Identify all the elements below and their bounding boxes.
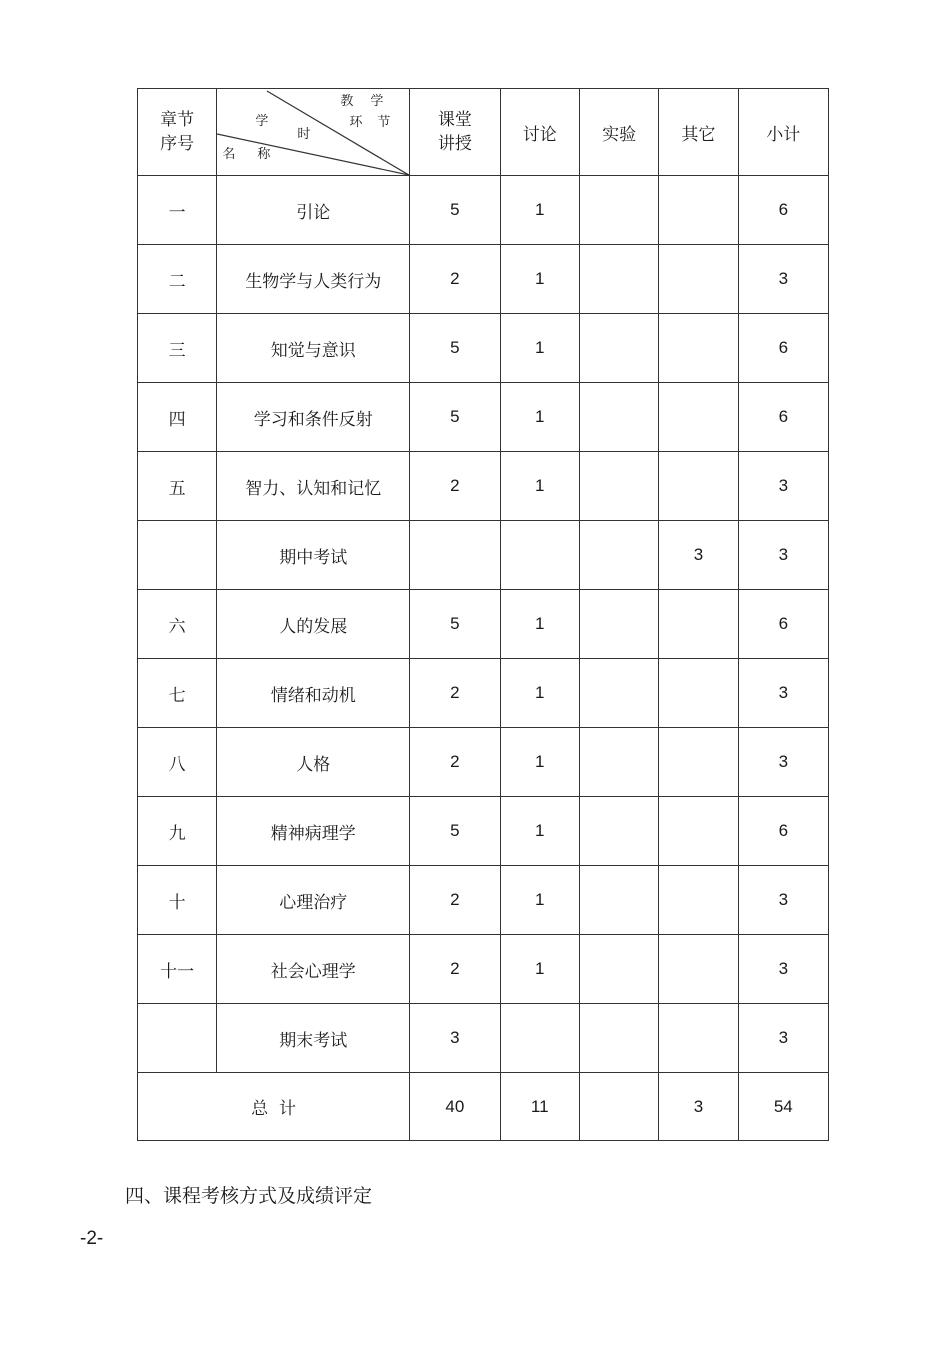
table-row [138,797,829,866]
discussion-hours-cell: 1 [500,866,579,935]
other-hours-cell [659,245,738,314]
other-hours-cell [659,590,738,659]
experiment-hours-cell [579,245,658,314]
chapter-name-cell: 学习和条件反射 [217,383,410,452]
experiment-hours-cell [579,797,658,866]
subtotal-hours-cell: 6 [738,314,828,383]
chapter-name-cell: 期中考试 [217,521,410,590]
experiment-hours-cell [579,1004,658,1073]
table-row [138,314,829,383]
table-row [138,866,829,935]
lecture-hours-cell: 5 [410,314,500,383]
subtotal-hours-cell: 3 [738,521,828,590]
other-hours-cell: 3 [659,521,738,590]
chapter-name-cell: 情绪和动机 [217,659,410,728]
discussion-hours-cell: 1 [500,452,579,521]
discussion-hours-cell [500,521,579,590]
discussion-hours-cell: 1 [500,659,579,728]
discussion-hours-cell: 1 [500,590,579,659]
chapter-name-cell: 生物学与人类行为 [217,245,410,314]
table-row [138,383,829,452]
discussion-hours-cell [500,1004,579,1073]
other-hours-cell [659,935,738,1004]
lecture-hours-cell: 2 [410,245,500,314]
course-hours-table [137,88,829,1141]
subtotal-hours-cell: 3 [738,866,828,935]
chapter-no-cell [138,1004,217,1073]
discussion-hours-cell: 1 [500,176,579,245]
experiment-hours-cell [579,521,658,590]
lecture-hours-cell: 5 [410,797,500,866]
chapter-no-cell [138,521,217,590]
table-row [138,176,829,245]
chapter-name-cell: 期末考试 [217,1004,410,1073]
chapter-name-cell: 人的发展 [217,590,410,659]
table-row [138,245,829,314]
table-row [138,452,829,521]
diag-label-xue: 学 [255,114,269,129]
table-row [138,521,829,590]
section-heading: 四、课程考核方式及成绩评定 [125,1185,373,1207]
header-chapter-no-line1: 章节 [160,110,195,130]
chapter-no-cell: 十 [138,866,217,935]
lecture-hours-cell: 2 [410,452,500,521]
experiment-hours-cell [579,728,658,797]
diag-label-ming: 名 [222,147,236,162]
other-hours-cell [659,452,738,521]
chapter-no-cell: 二 [138,245,217,314]
total-experiment-cell [579,1073,658,1141]
chapter-no-cell: 十一 [138,935,217,1004]
chapter-no-cell: 九 [138,797,217,866]
discussion-hours-cell: 1 [500,314,579,383]
subtotal-hours-cell: 3 [738,728,828,797]
header-diagonal-cell [217,89,410,176]
page-number: -2- [80,1228,104,1249]
header-discussion: 讨论 [500,89,579,176]
diag-label-xue-top: 学 [370,94,384,109]
subtotal-hours-cell: 6 [738,590,828,659]
discussion-hours-cell: 1 [500,728,579,797]
header-lecture-line1: 课堂 [437,110,472,130]
total-lecture-cell: 40 [410,1073,500,1141]
other-hours-cell [659,659,738,728]
header-subtotal: 小计 [738,89,828,176]
diag-label-jie: 节 [377,115,391,130]
header-lecture-line2: 讲授 [437,134,472,154]
chapter-no-cell: 一 [138,176,217,245]
chapter-name-cell: 引论 [217,176,410,245]
chapter-no-cell: 七 [138,659,217,728]
chapter-no-cell: 六 [138,590,217,659]
diag-label-huan: 环 [349,115,363,130]
table-row [138,659,829,728]
table-row [138,590,829,659]
experiment-hours-cell [579,452,658,521]
chapter-name-cell: 精神病理学 [217,797,410,866]
other-hours-cell [659,1004,738,1073]
other-hours-cell [659,383,738,452]
lecture-hours-cell: 5 [410,590,500,659]
table-row [138,728,829,797]
total-discussion-cell: 11 [500,1073,579,1141]
experiment-hours-cell [579,590,658,659]
chapter-name-cell: 知觉与意识 [217,314,410,383]
total-other-cell: 3 [659,1073,738,1141]
lecture-hours-cell [410,521,500,590]
diag-label-shi: 时 [297,127,311,142]
header-row [138,89,829,176]
subtotal-hours-cell: 6 [738,797,828,866]
lecture-hours-cell: 2 [410,935,500,1004]
diag-label-cheng: 称 [257,147,271,162]
chapter-name-cell: 社会心理学 [217,935,410,1004]
header-lecture [410,89,500,176]
discussion-hours-cell: 1 [500,935,579,1004]
experiment-hours-cell [579,314,658,383]
total-row [138,1073,829,1141]
experiment-hours-cell [579,935,658,1004]
lecture-hours-cell: 2 [410,728,500,797]
other-hours-cell [659,176,738,245]
header-experiment: 实验 [579,89,658,176]
subtotal-hours-cell: 6 [738,383,828,452]
experiment-hours-cell [579,659,658,728]
subtotal-hours-cell: 3 [738,1004,828,1073]
chapter-no-cell: 四 [138,383,217,452]
discussion-hours-cell: 1 [500,383,579,452]
lecture-hours-cell: 5 [410,176,500,245]
table-row [138,935,829,1004]
discussion-hours-cell: 1 [500,245,579,314]
other-hours-cell [659,314,738,383]
chapter-no-cell: 八 [138,728,217,797]
diag-label-jiao: 教 [340,94,354,109]
chapter-no-cell: 三 [138,314,217,383]
header-chapter-no [138,89,217,176]
subtotal-hours-cell: 3 [738,935,828,1004]
experiment-hours-cell [579,383,658,452]
experiment-hours-cell [579,866,658,935]
header-other: 其它 [659,89,738,176]
header-chapter-no-line2: 序号 [160,134,195,154]
lecture-hours-cell: 5 [410,383,500,452]
chapter-no-cell: 五 [138,452,217,521]
other-hours-cell [659,866,738,935]
chapter-name-cell: 智力、认知和记忆 [217,452,410,521]
subtotal-hours-cell: 3 [738,245,828,314]
table-row [138,1004,829,1073]
subtotal-hours-cell: 6 [738,176,828,245]
chapter-name-cell: 人格 [217,728,410,797]
lecture-hours-cell: 3 [410,1004,500,1073]
subtotal-hours-cell: 3 [738,452,828,521]
other-hours-cell [659,797,738,866]
other-hours-cell [659,728,738,797]
subtotal-hours-cell: 3 [738,659,828,728]
experiment-hours-cell [579,176,658,245]
lecture-hours-cell: 2 [410,866,500,935]
total-label: 总 计 [138,1073,410,1141]
lecture-hours-cell: 2 [410,659,500,728]
total-subtotal-cell: 54 [738,1073,828,1141]
chapter-name-cell: 心理治疗 [217,866,410,935]
discussion-hours-cell: 1 [500,797,579,866]
